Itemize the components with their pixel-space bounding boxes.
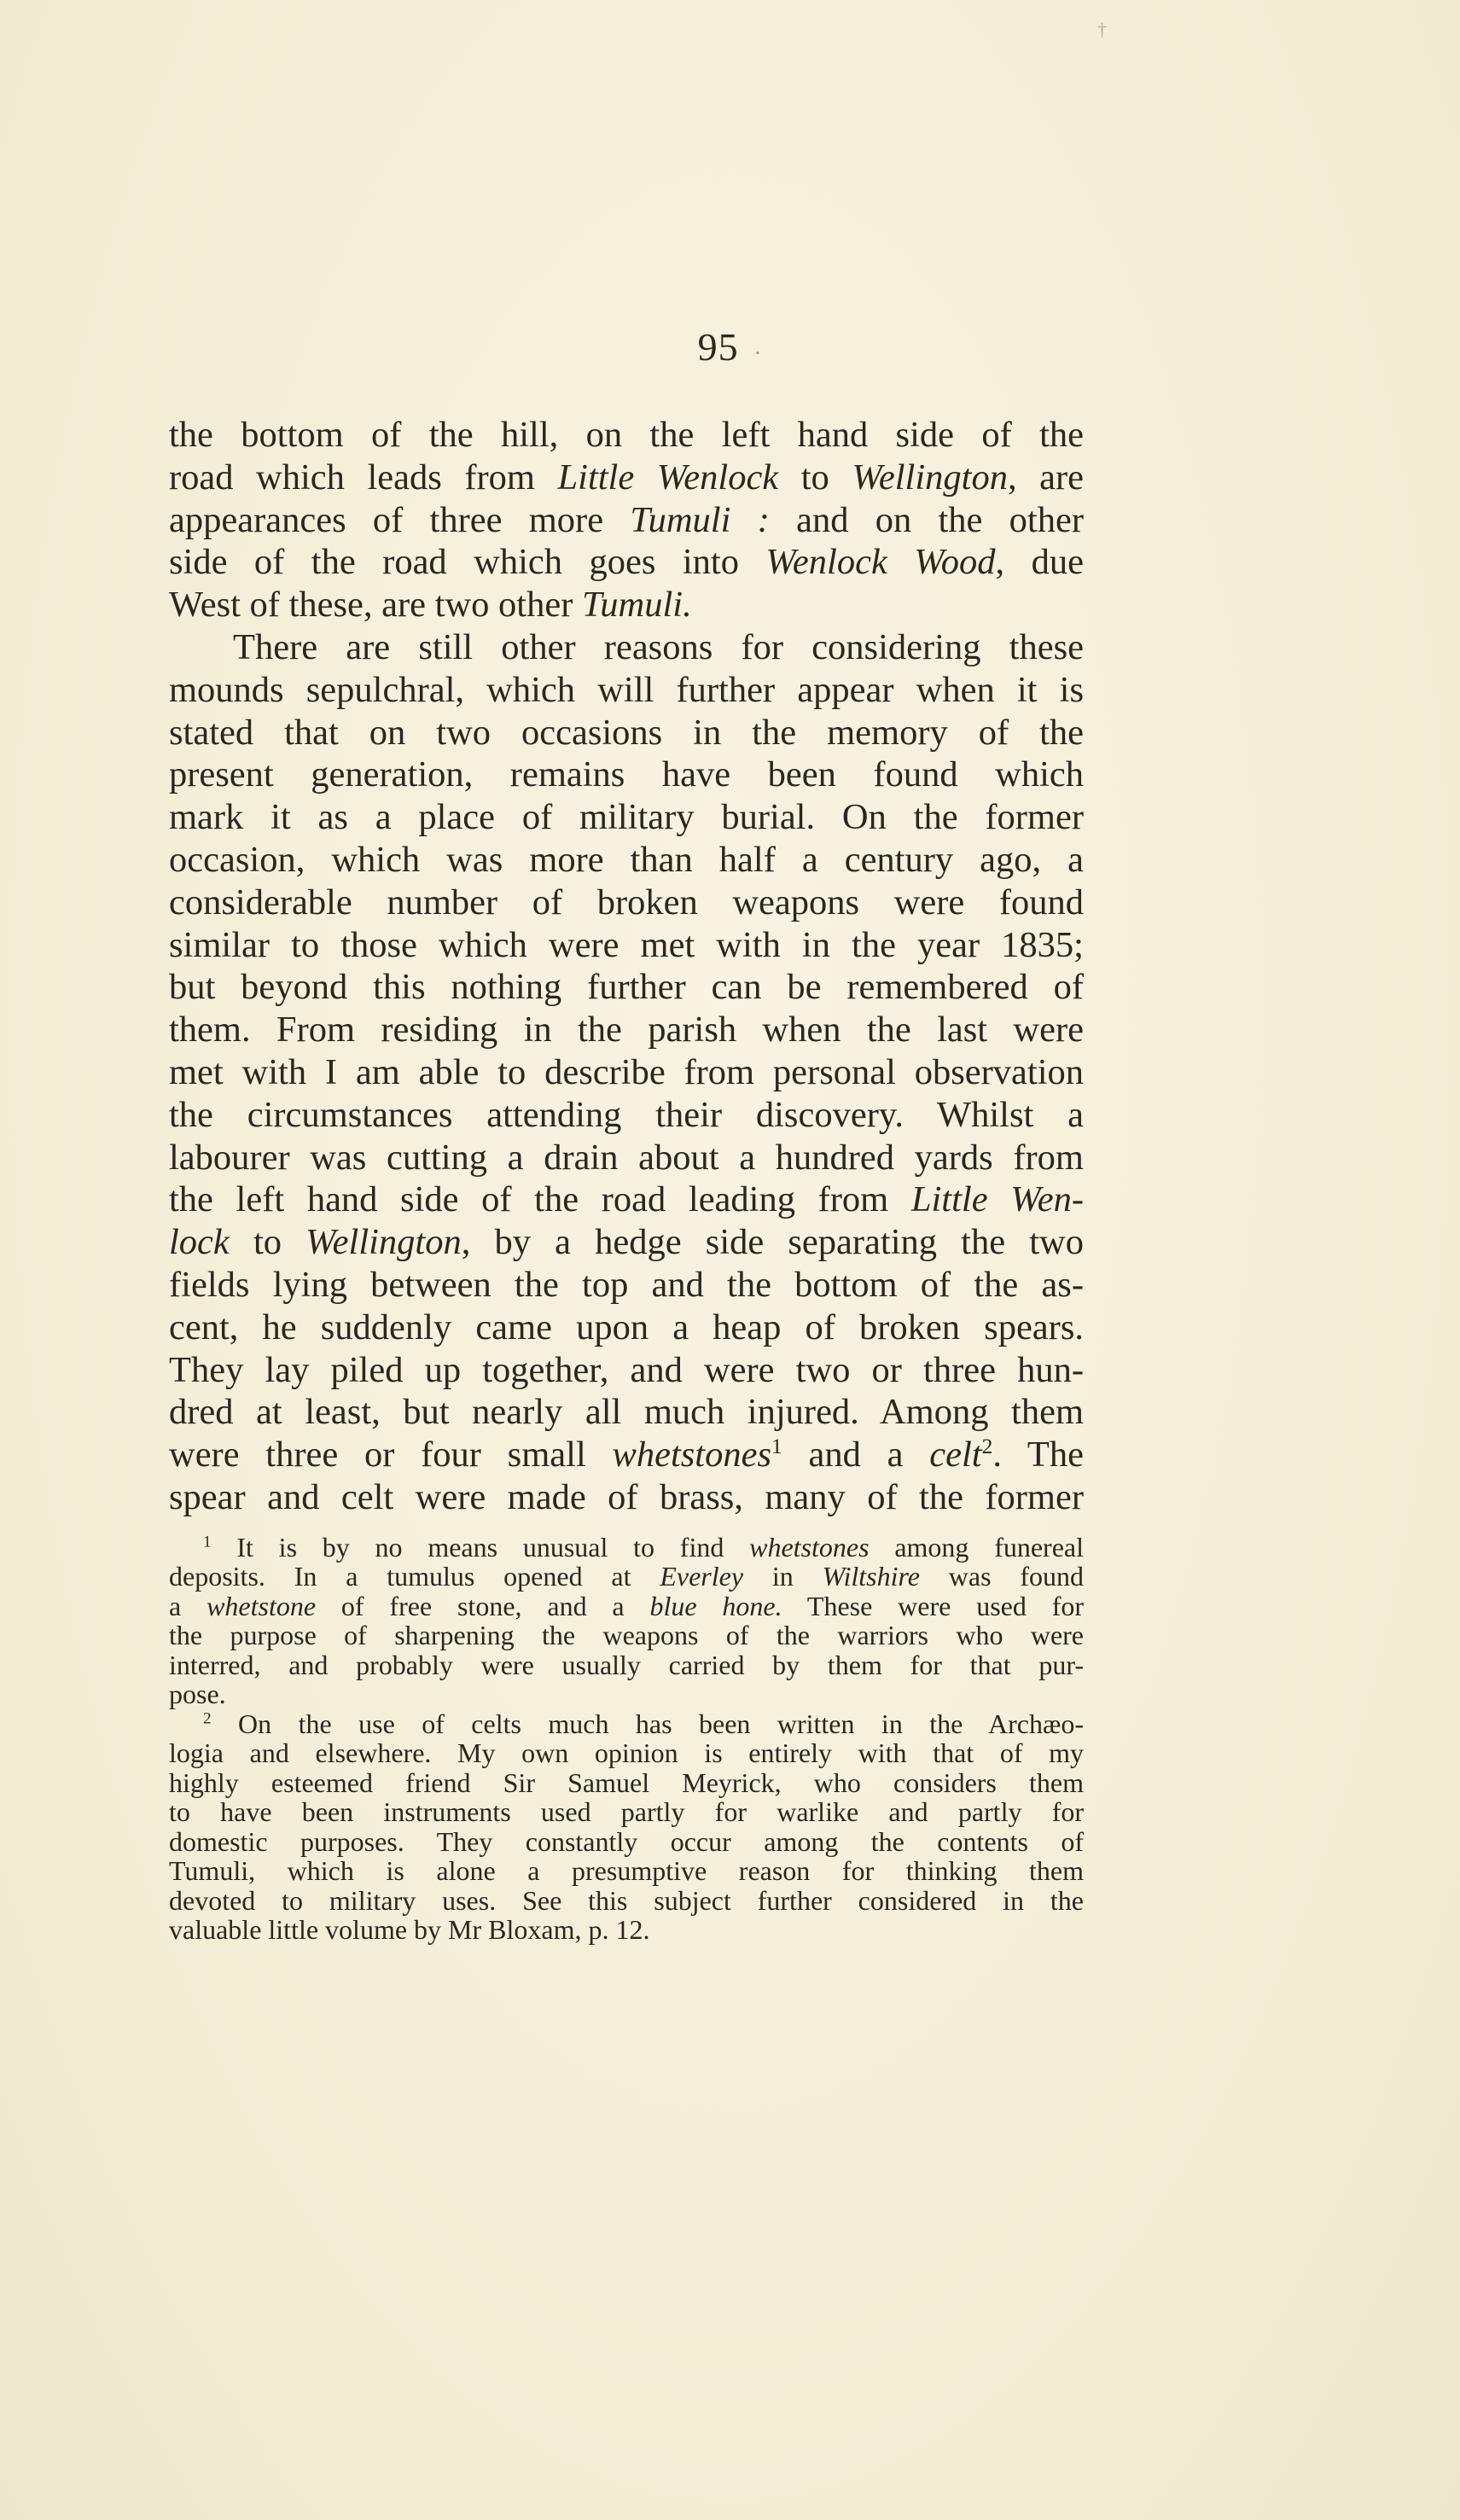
footnote-line (169, 1827, 1084, 1857)
page-number-mark: · (753, 340, 763, 365)
page-number-header (0, 324, 1460, 370)
body-line (169, 1137, 1084, 1179)
footnote-line (169, 1738, 1084, 1768)
text-run: to have been instruments used partly for warlike and partly for (169, 1796, 1084, 1828)
text-run: interred, and probably were usually carried by them for that pur- (169, 1649, 1084, 1680)
italic-run: celt (929, 1435, 982, 1475)
text-run: was found (919, 1561, 1085, 1592)
text-run: and a (782, 1435, 930, 1475)
text-run: fields lying between the top and the bottom of the as- (169, 1264, 1084, 1305)
text-run: of free stone, and a (316, 1590, 650, 1621)
text-run: occasion, which was more than half a century ago, a (169, 839, 1084, 880)
text-run: present generation, remains have been found which (169, 754, 1084, 795)
body-line (169, 1307, 1084, 1349)
text-run: West of these, are two other (169, 585, 582, 626)
text-run: in (743, 1561, 823, 1592)
body-line (169, 1349, 1084, 1392)
text-run: cent, he suddenly came upon a heap of broken spears. (169, 1307, 1084, 1347)
text-run: It is by no means unusual to find (211, 1531, 750, 1563)
text-run: but beyond this nothing further can be remembered of (169, 967, 1084, 1008)
italic-run: whetstones (749, 1531, 870, 1563)
text-run: to (778, 457, 852, 498)
text-run: On the use of celts much has been written in the Archæo- (211, 1708, 1084, 1739)
body-line (169, 754, 1084, 796)
text-run: labourer was cutting a drain about a hundred yards from (169, 1137, 1084, 1178)
italic-run: whetstone (206, 1590, 317, 1621)
footnote-line (169, 1856, 1084, 1886)
text-run: , are (1007, 457, 1085, 498)
text-run: deposits. In a tumulus opened at (169, 1561, 660, 1592)
footnote-line (169, 1562, 1084, 1592)
text-run: the left hand side of the road leading from (169, 1179, 911, 1220)
body-line (169, 414, 1084, 457)
text-run: There are still other reasons for considering these (233, 626, 1084, 667)
body-line (169, 924, 1084, 967)
text-run: similar to those which were met with in the year 1835; (169, 924, 1084, 965)
footnote-line (169, 1768, 1084, 1798)
text-run: Tumuli, which is alone a presumptive reason for thinking them (169, 1855, 1084, 1887)
text-run: considerable number of broken weapons were found (169, 882, 1084, 922)
body-line (169, 541, 1084, 584)
text-run: , by a hedge side separating the two (461, 1222, 1084, 1263)
text-run: devoted to military uses. See this subject further considered in the (169, 1884, 1084, 1916)
italic-run: Everley (660, 1561, 744, 1592)
body-line (169, 1434, 1084, 1476)
italic-run: whetstones (612, 1435, 772, 1475)
footnote-ref: 2 (203, 1709, 212, 1728)
italic-run: Wellington (852, 457, 1008, 498)
text-run: These were used for (782, 1590, 1085, 1621)
footnote-ref: 1 (771, 1433, 782, 1458)
text-run: side of the road which goes into (169, 542, 766, 583)
italic-run: Tumuli : (630, 499, 770, 540)
body-line (169, 669, 1084, 712)
text-run: spear and celt were made of brass, many of the former (169, 1476, 1084, 1517)
footnote-ref: 2 (981, 1433, 993, 1458)
body-line (169, 1009, 1084, 1051)
text-run: domestic purposes. They constantly occur among the contents of (169, 1825, 1084, 1857)
text-run: among funereal (869, 1531, 1085, 1563)
footnote-line (169, 1679, 1084, 1709)
text-run: met with I am able to describe from personal observation (169, 1051, 1084, 1092)
text-run: a (169, 1590, 207, 1621)
footnotes (169, 1533, 1084, 1945)
body-line (169, 626, 1084, 669)
body-line (169, 1094, 1084, 1137)
footnote-line (169, 1886, 1084, 1916)
body-line (169, 1179, 1084, 1221)
body-line (169, 584, 1084, 626)
text-run: dred at least, but nearly all much injured. Among them (169, 1392, 1084, 1433)
body-line (169, 457, 1084, 499)
italic-run: lock (169, 1222, 230, 1263)
text-run: the purpose of sharpening the weapons of the warriors who were (169, 1620, 1084, 1651)
footnote-line (169, 1915, 1084, 1945)
italic-run: Wiltshire (822, 1561, 920, 1592)
text-run: to (229, 1222, 306, 1263)
text-run: . The (992, 1435, 1084, 1475)
footnote-line (169, 1650, 1084, 1680)
body-line (169, 1476, 1084, 1519)
italic-run: blue hone. (649, 1590, 782, 1621)
body-line (169, 839, 1084, 882)
footnote-ref: 1 (203, 1533, 212, 1551)
text-run: highly esteemed friend Sir Samuel Meyrick, who considers them (169, 1766, 1084, 1798)
page-number: 95 (697, 325, 739, 369)
body-line (169, 1391, 1084, 1434)
corner-mark: † (1097, 19, 1107, 40)
body-line (169, 966, 1084, 1009)
footnote-line (169, 1592, 1084, 1621)
footnote-line (169, 1709, 1084, 1739)
text-run: logia and elsewhere. My own opinion is entirely with that of my (169, 1737, 1084, 1769)
text-run: stated that on two occasions in the memory of the (169, 712, 1084, 753)
body-line (169, 796, 1084, 839)
text-run: were three or four small (169, 1435, 613, 1475)
footnote-line (169, 1533, 1084, 1563)
body-line (169, 1051, 1084, 1094)
italic-run: Wenlock Wood (765, 542, 996, 583)
text-run: pose. (169, 1679, 226, 1710)
body-line (169, 882, 1084, 924)
text-run: valuable little volume by Mr Bloxam, p. 12. (169, 1914, 650, 1946)
italic-run: Wellington (305, 1222, 462, 1263)
text-run: and on the other (769, 499, 1084, 540)
footnote-line (169, 1797, 1084, 1827)
text-run: appearances of three more (169, 499, 631, 540)
text-run: road which leads from (169, 457, 558, 498)
text-run: They lay piled up together, and were two or three hun- (169, 1349, 1084, 1390)
text-block (169, 414, 1084, 1945)
text-run: the bottom of the hill, on the left hand side of the (169, 415, 1084, 455)
italic-run: Little Wen- (910, 1179, 1084, 1220)
text-run: them. From residing in the parish when the last were (169, 1010, 1084, 1050)
body-line (169, 499, 1084, 542)
text-run: mounds sepulchral, which will further appear when it is (169, 669, 1084, 710)
text-run: the circumstances attending their discovery. Whilst a (169, 1094, 1084, 1135)
body-line (169, 1264, 1084, 1307)
italic-run: Little Wenlock (557, 457, 779, 498)
body-line (169, 1221, 1084, 1264)
footnote-line (169, 1621, 1084, 1650)
text-run: mark it as a place of military burial. On the former (169, 797, 1084, 838)
body-line (169, 712, 1084, 754)
text-run: , due (995, 542, 1084, 583)
italic-run: Tumuli. (581, 585, 692, 626)
main-text (169, 414, 1084, 1519)
